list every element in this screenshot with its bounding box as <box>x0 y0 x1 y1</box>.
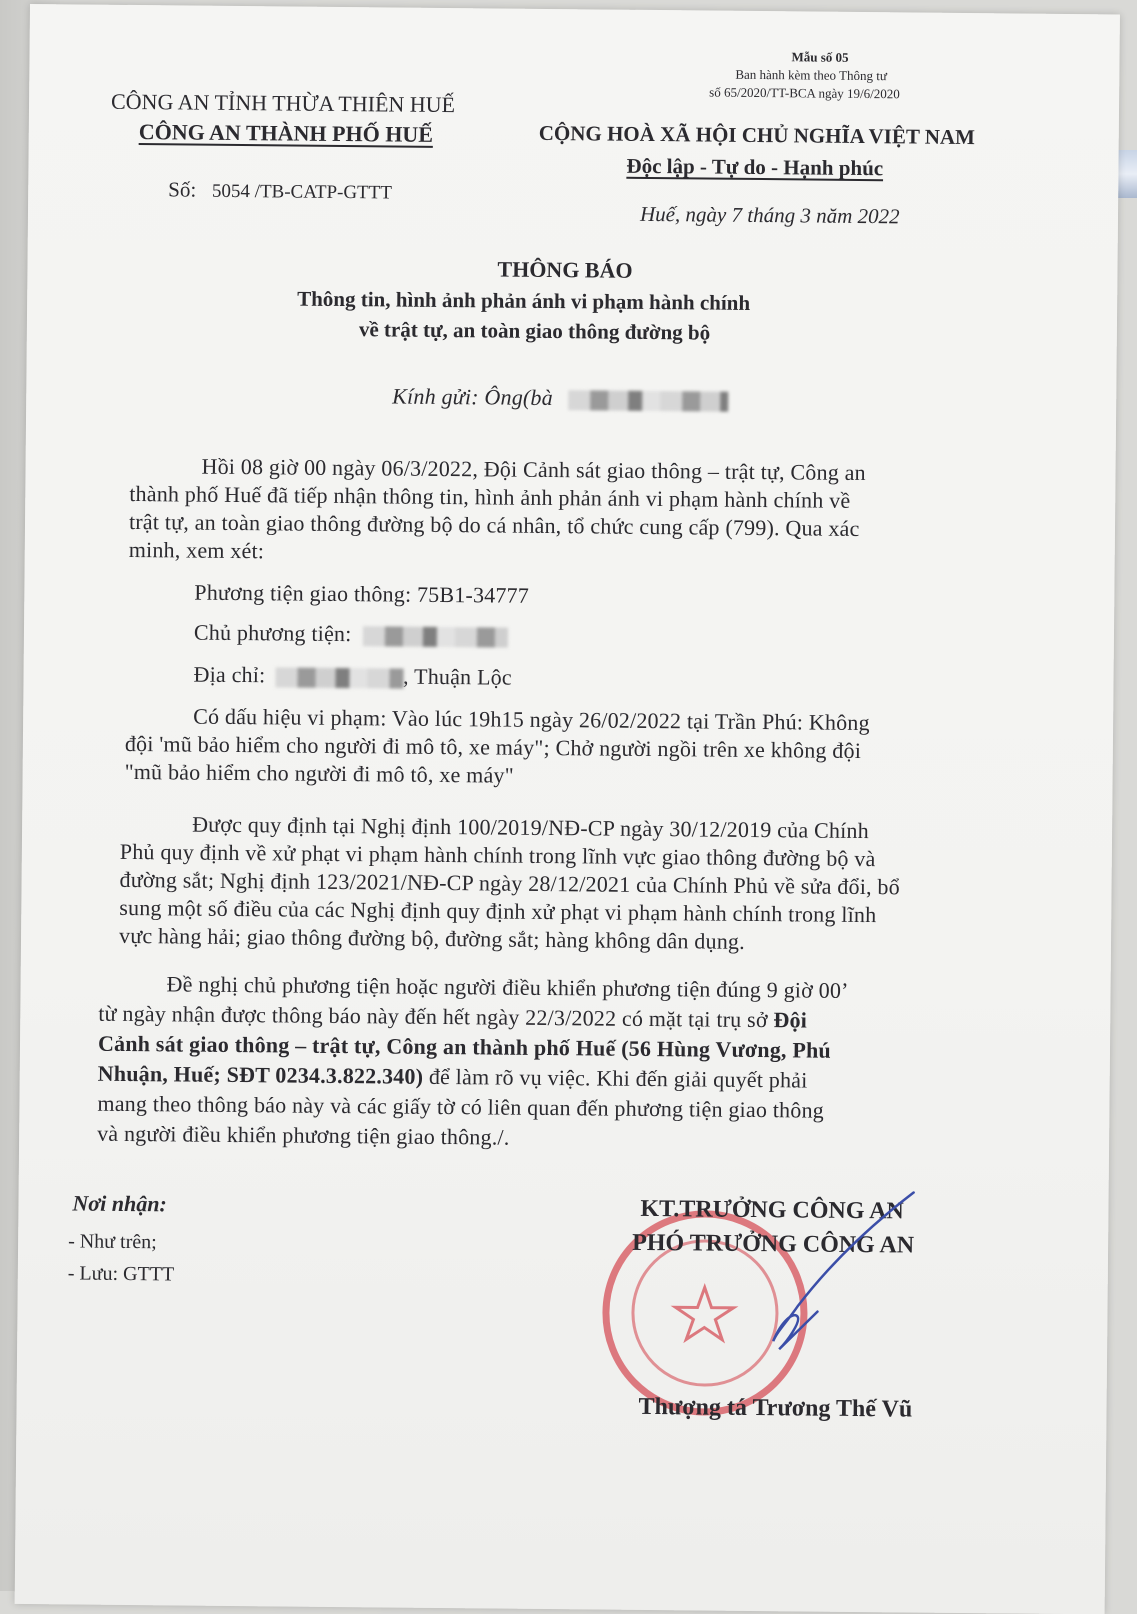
agency-parent: CÔNG AN TỈNH THỪA THIÊN HUẾ <box>110 88 456 118</box>
owner-address: Địa chỉ: , Thuận Lộc <box>193 661 512 690</box>
recipients-item-1: - Như trên; <box>68 1230 157 1254</box>
reference-number: Số: 5054 /TB-CATP-GTTT <box>168 177 393 204</box>
request-line-5: mang theo thông báo này và các giấy tờ có liên quan đến phương tiện giao thông <box>97 1090 825 1123</box>
redacted-recipient <box>568 390 728 412</box>
form-issued-line1: Ban hành kèm theo Thông tư <box>735 66 888 84</box>
form-number: Mẫu số 05 <box>791 49 849 65</box>
form-issued-line2: số 65/2020/TT-BCA ngày 19/6/2020 <box>709 84 900 102</box>
signature-line-1: KT.TRƯỞNG CÔNG AN <box>640 1195 904 1225</box>
recipients-item-2: - Lưu: GTTT <box>67 1262 175 1286</box>
legal-line-1: Được quy định tại Nghị định 100/2019/NĐ-CP ngày 30/12/2019 của Chính <box>192 811 869 844</box>
request-line-1: Đề nghị chủ phương tiện hoặc người điều khiển phương tiện đúng 9 giờ 00’ <box>166 971 849 1003</box>
document-title: THÔNG BÁO <box>497 256 633 283</box>
violation-line-3: "mũ bảo hiểm cho người đi mô tô, xe máy" <box>124 758 514 788</box>
violation-line-2: đội 'mũ bảo hiểm cho người đi mô tô, xe máy"; Chở người ngồi trên xe không đội <box>124 730 862 764</box>
legal-line-3: đường sắt; Nghị định 123/2021/NĐ-CP ngày 28/12/2021 của Chính Phủ về sửa đổi, bổ <box>119 866 900 900</box>
redacted-owner <box>363 626 508 647</box>
legal-line-5: vực hàng hải; giao thông đường bộ, đường sắt; hàng không dân dụng. <box>118 922 745 954</box>
request-line-3: Cảnh sát giao thông – trật tự, Công an thành phố Huế (56 Hùng Vương, Phú <box>97 1030 832 1063</box>
state-motto: Độc lập - Tự do - Hạnh phúc <box>626 153 884 181</box>
recipient-line: Kính gửi: Ông(bà <box>392 383 729 412</box>
place-date: Huế, ngày 7 tháng 3 năm 2022 <box>639 201 900 229</box>
recipients-heading: Nơi nhận: <box>72 1190 167 1217</box>
paragraph-1-line-2: thành phố Huế đã tiếp nhận thông tin, hình ảnh phản ánh vi phạm hành chính về <box>129 480 851 513</box>
agency-name: CÔNG AN THÀNH PHỐ HUẾ <box>138 119 434 147</box>
request-line-4: Nhuận, Huế; SĐT 0234.3.822.340) để làm rõ vụ việc. Khi đến giải quyết phải <box>97 1060 808 1093</box>
document-page <box>15 4 1120 1614</box>
legal-line-4: sung một số điều của các Nghị định quy định xử phạt vi phạm hành chính trong lĩnh <box>119 894 877 928</box>
vehicle-owner: Chủ phương tiện: <box>194 620 508 649</box>
request-line-6: và người điều khiển phương tiện giao thông./. <box>97 1120 510 1150</box>
request-line-2: từ ngày nhận được thông báo này đến hết ngày 22/3/2022 có mặt tại trụ sở Đội <box>98 1000 808 1033</box>
handwritten-signature <box>717 1171 929 1373</box>
paragraph-1-line-4: minh, xem xét: <box>128 536 265 564</box>
document-subtitle-line2: về trật tự, an toàn giao thông đường bộ <box>358 317 711 345</box>
signatory-name: Thượng tá Trương Thế Vũ <box>638 1393 913 1423</box>
violation-line-1: Có dấu hiệu vi phạm: Vào lúc 19h15 ngày 26/02/2022 tại Trần Phú: Không <box>193 703 870 736</box>
document-subtitle-line1: Thông tin, hình ảnh phản ánh vi phạm hành chính <box>297 286 751 315</box>
redacted-address <box>275 667 403 688</box>
state-name: CỘNG HOÀ XÃ HỘI CHỦ NGHĨA VIỆT NAM <box>538 120 976 150</box>
legal-line-2: Phủ quy định về xử phạt vi phạm hành chính trong lĩnh vực giao thông đường bộ và <box>119 838 876 872</box>
vehicle-plate: Phương tiện giao thông: 75B1-34777 <box>194 579 530 608</box>
signature-line-2: PHÓ TRƯỞNG CÔNG AN <box>632 1229 915 1259</box>
paragraph-1-line-3: trật tự, an toàn giao thông đường bộ do cá nhân, tổ chức cung cấp (799). Qua xác <box>128 508 860 541</box>
paragraph-1-line-1: Hồi 08 giờ 00 ngày 06/3/2022, Đội Cảnh sát giao thông – trật tự, Công an <box>201 453 866 486</box>
